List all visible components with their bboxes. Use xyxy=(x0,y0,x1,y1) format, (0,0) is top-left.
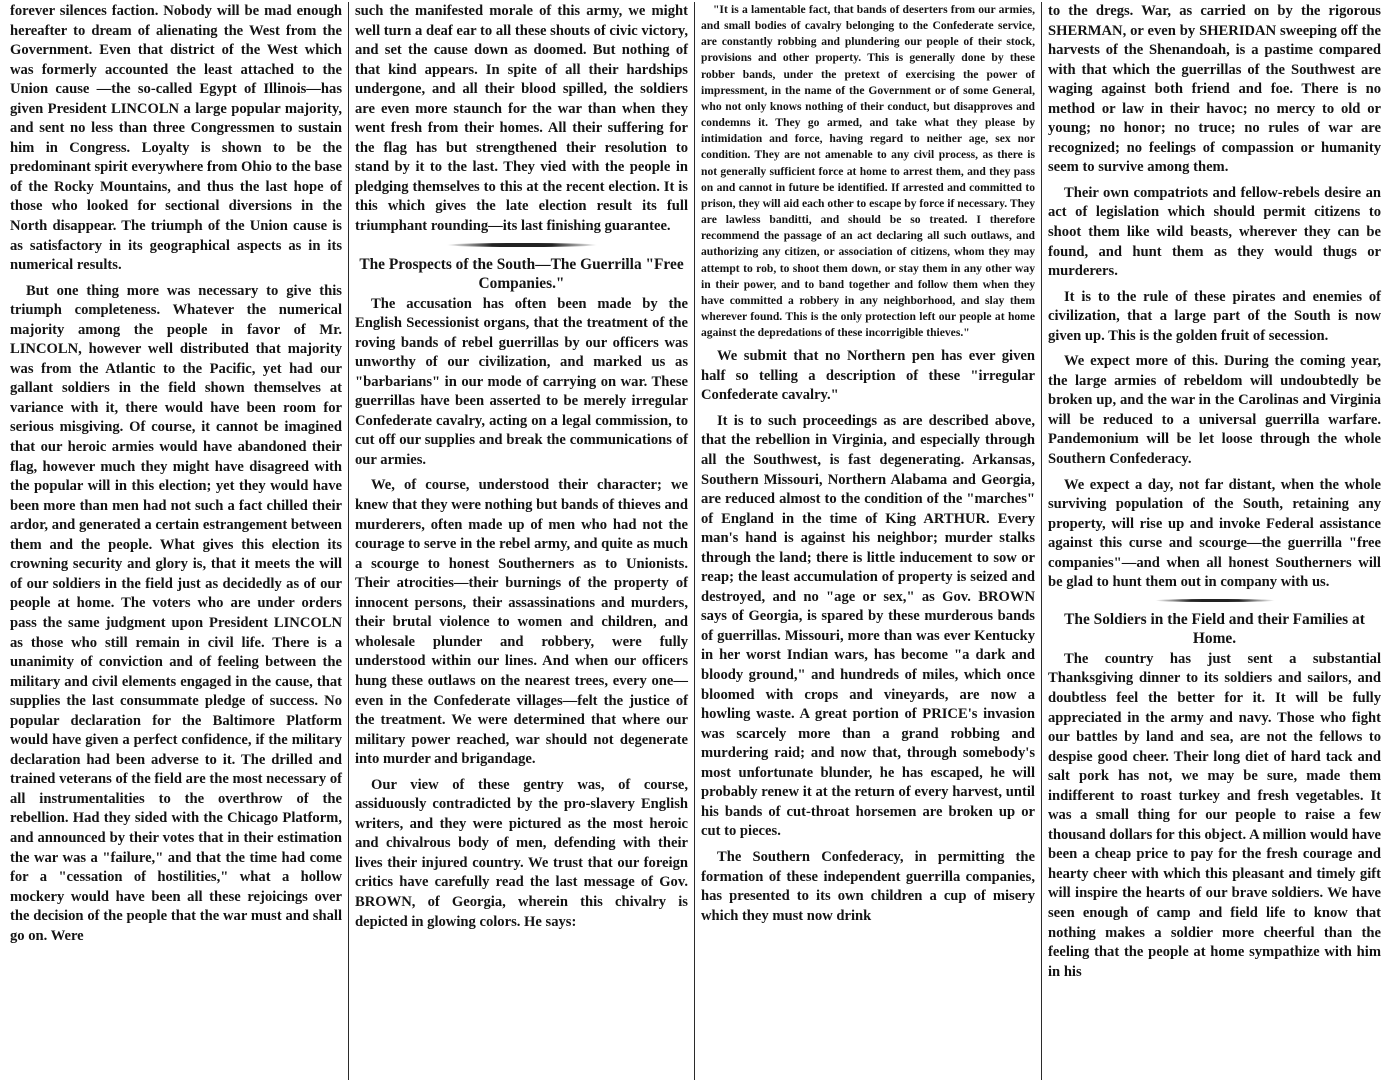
paragraph: forever silences faction. Nobody will be mad enough hereafter to dream of alienating the West from the Government. Even that district of the West which was formerly accounted the least attached to the Union cause —the so-called Egypt of Illinois—has given President LINCOLN a large popular majority, and sent no less than three Congressmen to sustain him in Congress. Loyalty is shown to be the predominant spirit everywhere from Ohio to the base of the Rocky Mountains, and thus the last hope of those who looked for sectional diversions in the North disappear. The triumph of the Union cause is as satisfactory in its geographical aspects as in its numerical results. xyxy=(10,3,342,274)
paragraph: We expect more of this. During the coming year, the large armies of rebeldom will undoubtedly be broken up, and the war in the Carolinas and Virginia will be reduced to a universal guerrilla warfare. Pandemonium will be let loose through the whole Southern Confederacy. xyxy=(1048,353,1381,468)
column-4 xyxy=(1042,2,1387,1080)
paragraph: We, of course, understood their character; we knew that they were nothing but bands of thieves and murderers, often made up of men who had not the courage to serve in the rebel army, and quite as much a scourge to honest Southerners as to Unionists. Their atrocities—their burnings of the property of innocent persons, their assassinations and murders, their brutal violence to women and children, and wholesale plunder and robbery, were fully understood within our lines. And when our officers hung these outlaws on the nearest trees, every one—even in the Confederate villages—felt the justice of the treatment. We were determined that where our military power reached, war should not degenerate into murder and brigandage. xyxy=(355,477,688,768)
paragraph: Their own compatriots and fellow-rebels desire an act of legislation which should permit citizens to shoot them like wild beasts, wherever they can be found, and hunt them as they would thugs or murderers. xyxy=(1048,184,1381,280)
column-2 xyxy=(349,2,695,1080)
paragraph: We expect a day, not far distant, when the whole surviving population of the South, retaining any property, will rise up and invoke Federal assistance against this curse and scourge—the guerrilla "free companies"—and when all honest Southerners will be glad to hunt them out in company with us. xyxy=(1048,476,1381,591)
paragraph: We submit that no Northern pen has ever given half so telling a description of these "irregular Confederate cavalry." xyxy=(701,348,1035,404)
paragraph: The country has just sent a substantial Thanksgiving dinner to its soldiers and sailors, and doubtless feel the better for it. It will be fully appreciated in the army and navy. Those who fight our battles by land and sea, are not the fellows to despise good cheer. Their long diet of hard tack and salt pork has not, we may be sure, made them indifferent to roast turkey and fresh vegetables. It was a small thing for our people to raise a few thousand dollars for this object. A million would have been a cheap price to pay for the fresh courage and hearty cheer with which this pleasant and timely gift will inspire the hearts of our brave soldiers. We have seen enough of camp and field life to know that nothing makes a soldier more cheerful than the feeling that the people at home sympathize with him in his xyxy=(1048,650,1381,980)
paragraph: But one thing more was necessary to give this triumph completeness. Whatever the numerical majority among the people in favor of Mr. LINCOLN, however well distributed that majority was from the Atlantic to the Pacific, yet had our gallant soldiers in the field shown themselves at variance with it, there would have been room for serious misgiving. Of course, it cannot be imagined that our heroic armies would have abandoned their flag, however much they might have disagreed with the popular will in this election; yet they would have been more than men had not such a fact chilled their ardor, and generated a certain estrangement between them and the people. What gives this election its crowning security and glory is, that it meets the will of our soldiers in the field just as decidedly as of our people at home. The voters who are under orders pass the same judgment upon President LINCOLN as those who still remain in civil life. There is a unanimity of conviction and of feeling between the military and civil elements engaged in the cause, that supplies the last consummate pledge of success. No popular declaration for the Baltimore Platform would have given a perfect confidence, if the military declaration had been adverse to it. The drilled and trained veterans of the field are the most necessary of all instrumentalities to the overthrow of the rebellion. Had they sided with the Chicago Platform, and announced by their votes that in their estimation the war was a "failure," and that the time had come for a "cessation of hostilities," what a hollow mockery would have been all these rejoicings over the decision of the people that the war must and shall go on. Were xyxy=(10,282,342,944)
article-headline-soldiers: The Soldiers in the Field and their Families at Home. xyxy=(1064,610,1365,647)
section-divider xyxy=(447,243,597,247)
paragraph: to the dregs. War, as carried on by the rigorous SHERMAN, or even by SHERIDAN sweeping off the harvests of the Shenandoah, is a pastime compared with that which the guerrillas of the Southwest are waging against both friend and foe. There is no method or law in their havoc; no mercy to old or young; no honor; no truce; no rules of war are recognized; no feelings of compassion or humanity seem to survive among them. xyxy=(1048,3,1381,176)
paragraph: It is to such proceedings as are described above, that the rebellion in Virginia, and especially through all the Southwest, is fast degenerating. Arkansas, Southern Missouri, Northern Alabama and Georgia, are reduced almost to the condition of the "marches" of England in the time of King ARTHUR. Every man's hand is against his neighbor; murder stalks through the land; there is little inducement to sow or reap; the least accumulation of property is seized and destroyed, and no "age or sex," as Gov. BROWN says of Georgia, is spared by these murderous bands of guerrillas. Missouri, more than was ever Kentucky in her worst Indian wars, has become "a dark and bloody ground," and hundreds of miles, which once bloomed with crops and vineyards, are now a howling waste. A great portion of PRICE's invasion was scarcely more than a grand robbing and murdering raid; and now that, through somebody's most unfortunate blunder, he has escaped, he will probably renew it at the return of every harvest, until his bands of cut-throat horsemen are broken up or cut to pieces. xyxy=(701,412,1035,840)
paragraph: The Southern Confederacy, in permitting the formation of these independent guerrilla companies, has presented to its own children a cup of misery which they must now drink xyxy=(701,848,1035,924)
paragraph: It is to the rule of these pirates and enemies of civilization, that a large part of the South is now given up. This is the golden fruit of secession. xyxy=(1048,288,1381,344)
column-3 xyxy=(695,2,1042,1080)
paragraph: such the manifested morale of this army, we might well turn a deaf ear to all these shouts of civic victory, and set the cause down as doomed. But nothing of that kind appears. In spite of all their hardships undergone, and all their blood spilled, the soldiers are even more staunch for the war than when they went fresh from their homes. All their suffering for the flag has but strengthened their resolution to stand by it to the last. They vied with the people in pledging themselves to this at the recent election. It is this which gives the late election result its full triumphant rounding—its last finishing guarantee. xyxy=(355,3,688,235)
paragraph: The accusation has often been made by the English Secessionist organs, that the treatment of the roving bands of rebel guerrillas by our officers was unworthy of our civilization, and marked us as "barbarians" in our mode of carrying on war. These guerrillas have been asserted to be merely irregular Confederate cavalry, acting on a legal commission, to cut off our supplies and break the communications of our armies. xyxy=(355,295,688,468)
section-divider xyxy=(1155,599,1275,602)
column-1 xyxy=(4,2,349,1080)
article-headline-guerrilla: The Prospects of the South—The Guerrilla "Free Companies." xyxy=(359,255,684,292)
quoted-message-gov-brown: "It is a lamentable fact, that bands of deserters from our armies, and small bodies of cavalry belonging to the Confederate service, are constantly robbing and plundering our people of their stock, provisions and other property. This is generally done by these robber bands, under the pretext of exercising the power of impressment, in the name of the Government or of some General, who not only knows nothing of their conduct, but disapproves and condemns it. They go armed, and take what they please by intimidation and force, having regard to neither age, sex nor condition. They are not amenable to any civil process, as there is not generally sufficient force at home to arrest them, and they pass on and cannot in future be identified. If arrested and committed to prison, they will aid each other to escape by force if necessary. They are lawless banditti, and should be so treated. I therefore recommend the passage of an act declaring all such outlaws, and authorizing any citizen, or association of citizens, whom they may attempt to rob, to shoot them down, or stay them in any other way in their power, and to band together and follow them when they have committed a robbery in any neighborhood, and slay them wherever found. This is the only protection left our people at home against the depredations of these incorrigible thieves." xyxy=(701,3,1035,340)
paragraph: Our view of these gentry was, of course, assiduously contradicted by the pro-slavery English writers, and they were pictured as the most heroic and chivalrous body of men, defending with their lives their injured country. We trust that our foreign critics have carefully read the last message of Gov. BROWN, of Georgia, wherein this chivalry is depicted in glowing colors. He says: xyxy=(355,776,688,930)
